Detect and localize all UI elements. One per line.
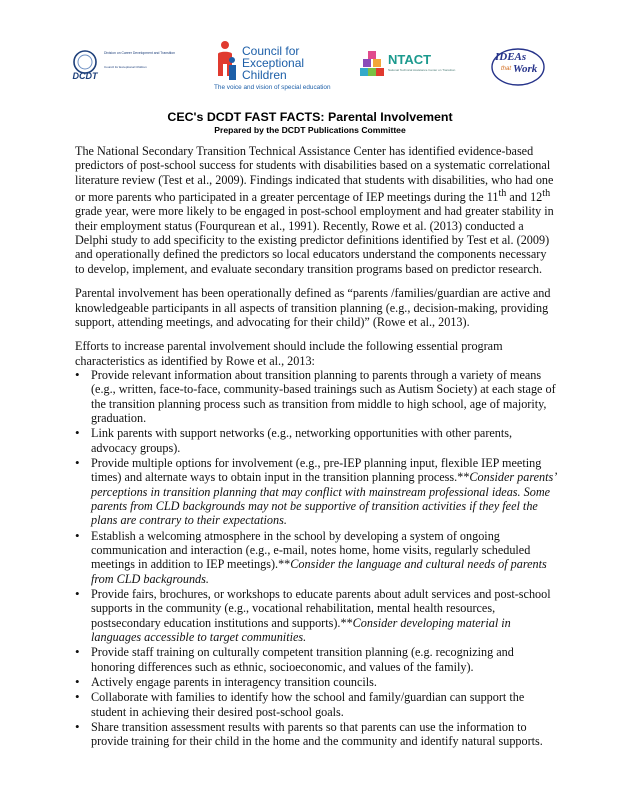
- efforts-intro-paragraph: Efforts to increase parental involvement should include the following essential program characteristics as identified by Rowe et al., 2013:: [75, 339, 503, 368]
- list-item: [75, 426, 557, 455]
- document-body: [75, 144, 557, 750]
- ideas-that: that: [501, 66, 512, 72]
- ntact-name: NTACT: [388, 52, 432, 67]
- list-item-text: Actively engage parents in interagency transition councils.: [91, 675, 377, 690]
- ordinal-suffix-11th: th: [498, 188, 507, 200]
- list-item: [75, 529, 557, 586]
- list-item-text: Provide relevant information about transition planning to parents through a variety of means (e.g., written, face-to-face, community-based trainings such as Autism Society) at each stage of the transition planning process such as transition from middle to high school, age of majority, graduation.: [91, 367, 556, 425]
- list-item-text: Link parents with support networks (e.g., networking opportunities with other parents, advocacy groups).: [91, 426, 513, 455]
- dcdt-acronym: DCDT: [72, 71, 98, 81]
- list-item-note: Consider developing material in languages accessible to target communities.: [91, 615, 511, 645]
- list-item-text: Collaborate with families to identify how the school and family/guardian can support the student in achieving their desired post-school goals.: [91, 690, 525, 719]
- cec-tagline: The voice and vision of special education: [214, 84, 331, 91]
- list-item: [75, 456, 557, 528]
- page-subtitle: Prepared by the DCDT Publications Committee: [214, 125, 406, 135]
- cec-figure-icon: [214, 40, 240, 84]
- dcdt-division-name: Division on Career Development and Transition: [104, 51, 176, 55]
- ordinal-suffix-12th: th: [542, 188, 551, 200]
- list-item: [75, 368, 557, 425]
- characteristics-list: [75, 368, 557, 749]
- page-title: CEC's DCDT FAST FACTS: Parental Involvement: [167, 110, 453, 124]
- list-item-text: Share transition assessment results with parents so that parents can use the information to provide training for their child in the home and the community and identify natural supports.: [91, 720, 543, 749]
- logo-banner: [68, 36, 568, 96]
- intro-part1: The National Secondary Transition Technical Assistance Center has identified evidence-based predictors of post-school success for students with disabilities based on a systematic correlational literature review (Test et al., 2009). Findings indicated that students with disabilities, who had one or more parents who participated in a greater percentage of IEP meetings during the 11: [75, 144, 554, 205]
- ntact-subtitle: National Technical Assistance Center on Transition: [388, 68, 456, 72]
- ideas-that-work-logo: [490, 46, 546, 88]
- list-item: [75, 645, 557, 674]
- intro-paragraph: [75, 144, 557, 276]
- ideas-line1: IDEAs: [495, 51, 527, 63]
- dcdt-emblem-icon: [68, 48, 102, 82]
- intro-part2: and 12: [506, 190, 543, 205]
- list-item-text: Provide fairs, brochures, or workshops to educate parents about adult services and post-school supports in the community (e.g., vocational rehabilitation, mental health resources, postsecondary education institutions and supports).**: [91, 587, 551, 630]
- cec-logo: [214, 36, 364, 96]
- list-item-text: Provide staff training on culturally competent transition planning (e.g. recognizing and honoring differences such as ethnic, socioeconomic, and values of the family).: [91, 645, 514, 674]
- definition-paragraph: Parental involvement has been operationally defined as “parents /families/guardian are active and knowledgeable participants in all aspects of transition planning (e.g., decision-making, providing support, attending meetings, and advocating for their child)” (Rowe et al., 2013).: [75, 286, 551, 329]
- list-item-note: Consider the language and cultural needs of parents from CLD backgrounds.: [91, 557, 547, 586]
- list-item-text: Provide multiple options for involvement (e.g., pre-IEP planning input, flexible IEP meeting times) and alternate ways to obtain input in the transition planning process.**: [91, 455, 542, 485]
- list-item-note: Consider parents’ perceptions in transition planning that may conflict with mainstream professional ideas. Some parents from CLD backgrounds may not be supportive of transition activities if they feel the plans are contrary to their expectations.: [91, 470, 556, 528]
- cec-name: Council for Exceptional Children: [242, 44, 305, 82]
- ideas-work: Work: [513, 63, 538, 75]
- dcdt-logo: [68, 48, 196, 82]
- ntact-blocks-icon: [360, 50, 384, 78]
- list-item: [75, 587, 557, 644]
- list-item-text: Establish a welcoming atmosphere in the school by developing a system of ongoing communication and interaction (e.g., e-mail, notes home, home visits, regularly scheduled meetings in addition to IEP meetings).**: [91, 528, 531, 572]
- list-item: [75, 690, 557, 719]
- intro-part3: grade year, were more likely to be engaged in post-school employment and had greater stability in their employment status (Fourqurean et al., 1991). Recently, Rowe et al. (2013) conducted a Delphi study to add specificity to the existing predictor definitions identified by Test et al. (2009) and operationally defined the predictors so local educators understand the components necessary to develop, implement, and evaluate secondary transition programs based on predictor research.: [75, 204, 554, 276]
- list-item: [75, 675, 557, 689]
- list-item: [75, 720, 557, 749]
- ntact-logo: [360, 50, 472, 82]
- dcdt-subtitle: Council for Exceptional Children: [104, 65, 147, 69]
